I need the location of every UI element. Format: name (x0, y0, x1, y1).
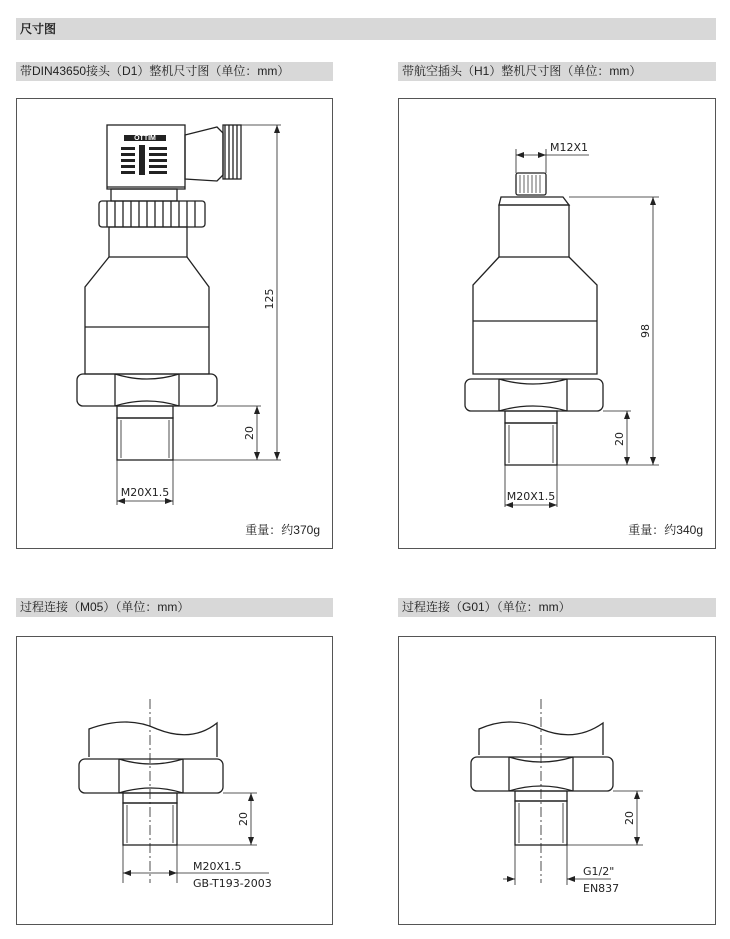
d1-drawing (17, 99, 334, 550)
m05-thread-label: M20X1.5 (193, 860, 242, 873)
h1-body (473, 257, 597, 374)
section-title-h1: 带航空插头（H1）整机尺寸图（单位：mm） (398, 62, 716, 81)
drawing-panel-m05 (16, 636, 333, 925)
drawing-panel-g01 (398, 636, 716, 925)
section-title-d1: 带DIN43650接头（D1）整机尺寸图（单位：mm） (16, 62, 333, 81)
d1-body (85, 257, 209, 374)
g01-thread-label: G1/2" (583, 865, 615, 878)
h1-drawing (399, 99, 717, 550)
section-title-g01: 过程连接（G01）（单位：mm） (398, 598, 716, 617)
page-title: 尺寸图 (16, 18, 716, 40)
d1-thread-label: M20X1.5 (120, 486, 170, 499)
h1-cap (499, 205, 569, 257)
h1-height-label: 98 (639, 324, 652, 338)
m05-thread-height-label: 20 (237, 812, 250, 826)
g01-drawing (399, 637, 717, 926)
h1-connector-label: M12X1 (549, 141, 589, 154)
h1-weight: 重量：约340g (628, 523, 703, 537)
m05-body-cutaway (89, 722, 217, 757)
d1-thread-height-label: 20 (243, 426, 256, 440)
h1-thread-height-label: 20 (613, 432, 626, 446)
d1-height-label: 125 (263, 288, 276, 310)
h1-thread (505, 423, 557, 465)
h1-m12-connector (516, 173, 546, 195)
m05-drawing (17, 637, 334, 926)
g01-standard-label: EN837 (583, 882, 620, 895)
h1-thread-label: M20X1.5 (506, 490, 556, 503)
d1-thread (117, 418, 173, 460)
d1-weight: 重量：约370g (245, 523, 320, 537)
m05-standard-label: GB-T193-2003 (193, 877, 272, 890)
section-title-m05: 过程连接（M05）（单位：mm） (16, 598, 333, 617)
d1-connector-brand: OTTIM (134, 135, 156, 142)
drawing-panel-d1 (16, 98, 333, 549)
g01-thread-height-label: 20 (623, 811, 636, 825)
drawing-panel-h1 (398, 98, 716, 549)
